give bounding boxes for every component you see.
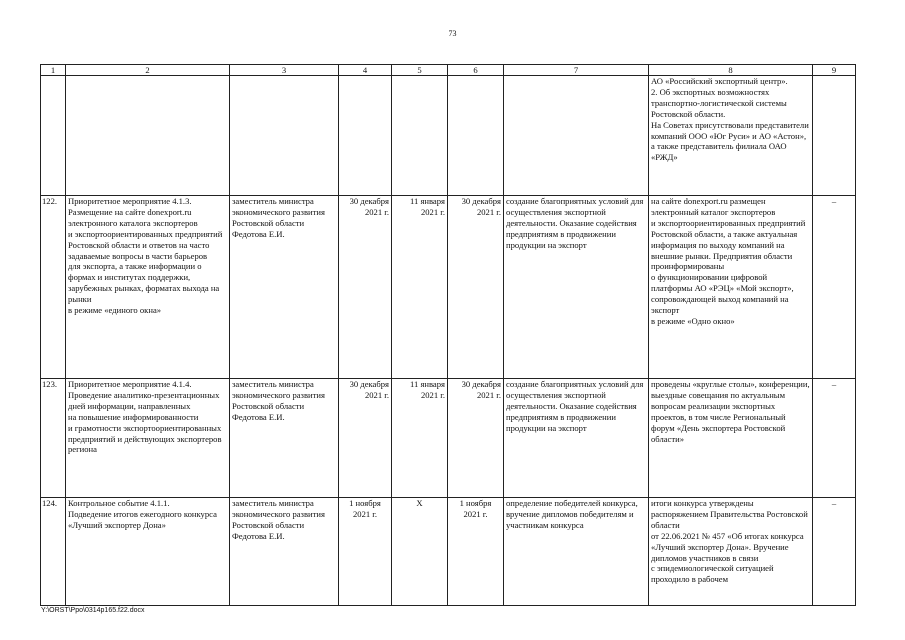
note: – xyxy=(813,498,856,606)
note: – xyxy=(813,196,856,379)
col-header-7: 7 xyxy=(504,65,649,76)
expected-result: определение победителей конкурса, вручение дипломов победителям и участникам конкурса xyxy=(504,498,649,606)
responsible: заместитель министра экономического развития Ростовской области Федотова Е.И. xyxy=(230,498,339,606)
actual-result: на сайте donexport.ru размещен электронный каталог экспортеров и экспортоориентированных предприятий Ростовской области, а также актуальная информация по выходу компаний на внешние рынки. Предприятия области проинформированы о функционировании цифровой платформы АО «РЭЦ» «Мой экспорт», сопровождающей выход компаний на экспорт в режиме «Одно окно» xyxy=(649,196,813,379)
col-header-2: 2 xyxy=(66,65,230,76)
table-row xyxy=(41,379,856,498)
file-path-footer: Y:\ORST\Ppo\0314p165.f22.docx xyxy=(41,607,145,614)
expected-result: создание благоприятных условий для осуществления экспортной деятельности. Оказание содействия предприятиям в продвижении продукции на экспорт xyxy=(504,379,649,498)
actual-start-date: 11 января 2021 г. xyxy=(392,379,448,498)
page-number: 73 xyxy=(448,29,457,38)
plan-start-date: 1 ноября 2021 г. xyxy=(339,498,392,606)
plan-end-date: 1 ноября 2021 г. xyxy=(448,498,504,606)
event-name: Приоритетное мероприятие 4.1.3. Размещение на сайте donexport.ru электронного каталога экспортеров и экспортоориентированных предприятий Ростовской области и ответов на часто задаваемые вопросы в части барьеров для экспорта, а также информации о формах и институтах поддержки, зарубежных рынках, форматах выхода на рынки в режиме «единого окна» xyxy=(66,196,230,379)
col-header-8: 8 xyxy=(649,65,813,76)
table-row xyxy=(41,196,856,379)
continuation-row xyxy=(41,76,856,196)
event-name: Контрольное событие 4.1.1. Подведение итогов ежегодного конкурса «Лучший экспортер Дона» xyxy=(66,498,230,606)
col-header-1: 1 xyxy=(41,65,66,76)
row-number: 123. xyxy=(41,379,66,498)
row-number: 124. xyxy=(41,498,66,606)
note: – xyxy=(813,379,856,498)
expected-result: создание благоприятных условий для осуществления экспортной деятельности. Оказание содействия предприятиям в продвижении продукции на экспорт xyxy=(504,196,649,379)
actual-result: проведены «круглые столы», конференции, выездные совещания по актуальным вопросам реализации экспортных проектов, в том числе Региональный форум «День экспортера Ростовской области» xyxy=(649,379,813,498)
row-number: 122. xyxy=(41,196,66,379)
actual-result: итоги конкурса утверждены распоряжением Правительства Ростовской области от 22.06.2021 № 457 «Об итогах конкурса «Лучший экспортер Дона». Вручение дипломов участников в связи с эпидемиологической ситуацией проходило в рабочем xyxy=(649,498,813,606)
actual-start-date: 11 января 2021 г. xyxy=(392,196,448,379)
col-header-5: 5 xyxy=(392,65,448,76)
report-table xyxy=(40,64,856,606)
col-header-3: 3 xyxy=(230,65,339,76)
col-header-9: 9 xyxy=(813,65,856,76)
continuation-result: АО «Российский экспортный центр». 2. Об экспортных возможностях транспортно-логистической системы Ростовской области. На Советах присутствовали представители компаний ООО «Юг Руси» и АО «Астон», а также представитель филиала ОАО «РЖД» xyxy=(649,76,813,196)
responsible: заместитель министра экономического развития Ростовской области Федотова Е.И. xyxy=(230,379,339,498)
plan-start-date: 30 декабря 2021 г. xyxy=(339,196,392,379)
column-number-row xyxy=(41,65,856,76)
event-name: Приоритетное мероприятие 4.1.4. Проведение аналитико-презентационных дней информации, направленных на повышение информированности и грамотности экспортоориентированных предприятий и действующих экспортеров региона xyxy=(66,379,230,498)
plan-end-date: 30 декабря 2021 г. xyxy=(448,196,504,379)
plan-end-date: 30 декабря 2021 г. xyxy=(448,379,504,498)
responsible: заместитель министра экономического развития Ростовской области Федотова Е.И. xyxy=(230,196,339,379)
col-header-4: 4 xyxy=(339,65,392,76)
actual-start-date: X xyxy=(392,498,448,606)
col-header-6: 6 xyxy=(448,65,504,76)
table-row xyxy=(41,498,856,606)
plan-start-date: 30 декабря 2021 г. xyxy=(339,379,392,498)
